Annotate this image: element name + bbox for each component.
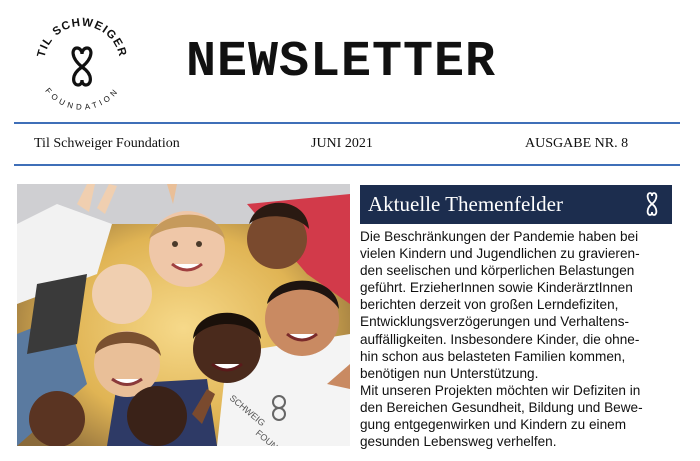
body-line: den Bereichen Gesundheit, Bildung und Bewe- bbox=[360, 399, 643, 415]
foundation-logo bbox=[30, 12, 134, 116]
body-line: Die Beschränkungen der Pandemie haben bei bbox=[360, 229, 639, 244]
body-line: vielen Kindern und Jugendlichen zu gravieren- bbox=[360, 246, 640, 262]
logo-arc-bottom-text: FOUNDATION bbox=[43, 86, 121, 112]
section-body bbox=[360, 228, 684, 450]
infinity-heart-icon bbox=[73, 48, 91, 85]
newsletter-title: NEWSLETTER bbox=[186, 34, 497, 91]
logo-arc-top-text: TIL SCHWEIGER bbox=[35, 16, 129, 59]
body-line: benötigen nun Unterstützung. bbox=[360, 365, 539, 381]
svg-text:FOUNDATION bbox=[43, 86, 120, 111]
header-divider-top bbox=[14, 122, 680, 124]
body-line: berichten derzeit von großen Lerndefiziten, bbox=[360, 297, 619, 313]
section-title: Aktuelle Themenfelder bbox=[368, 192, 563, 216]
body-line: gung entgegenwirken und Kindern zu einem bbox=[360, 417, 627, 433]
body-line: geführt. ErzieherInnen sowie KinderärztInnen bbox=[360, 280, 633, 296]
issue-number: AUSGABE NR. 8 bbox=[525, 136, 629, 151]
body-line: gesunden Lebensweg verhelfen. bbox=[360, 434, 557, 450]
children-circle-photo bbox=[17, 184, 350, 446]
section-header bbox=[360, 185, 672, 224]
body-line: hin schon aus belasteten Familien kommen, bbox=[360, 348, 626, 364]
body-line: Mit unseren Projekten möchten wir Defiziten in bbox=[360, 382, 641, 398]
shirt-text-top: SCHWEIG bbox=[227, 392, 268, 429]
issue-date: JUNI 2021 bbox=[311, 136, 373, 151]
organization-name: Til Schweiger Foundation bbox=[34, 136, 180, 151]
header-divider-bottom bbox=[14, 164, 680, 166]
body-line: Entwicklungsverzögerungen und Verhaltens- bbox=[360, 314, 630, 330]
body-line: den seelischen und körperlichen Belastungen bbox=[360, 263, 635, 279]
body-line: auffälligkeiten. Insbesondere Kinder, die ohne- bbox=[360, 331, 640, 347]
infinity-heart-icon bbox=[644, 191, 660, 217]
